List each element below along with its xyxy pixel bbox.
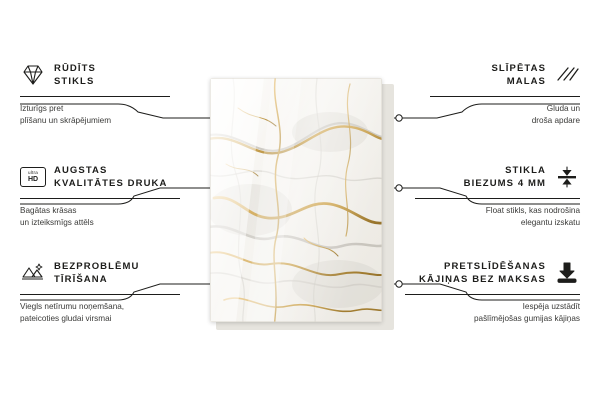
diamond-icon xyxy=(20,62,46,88)
feature-description: Izturīgs pret plīšanu un skrāpējumiem xyxy=(20,104,112,125)
feature-tempered-glass xyxy=(20,60,170,127)
feature-description: Viegls netīrumu noņemšana, pateicoties gludai virsmai xyxy=(20,302,125,323)
divider xyxy=(20,96,170,97)
feature-hd-print xyxy=(20,162,180,229)
feature-title: STIKLA BIEZUMS 4 MM xyxy=(463,165,546,189)
ultra-hd-icon: ultra HD xyxy=(20,167,46,187)
feature-title: AUGSTAS KVALITĀTES DRUKA xyxy=(54,165,168,189)
feature-title: BEZPROBLĒMU TĪRĪŠANA xyxy=(54,261,140,285)
sparkle-cloth-icon xyxy=(20,260,46,286)
feature-title: SLĪPĒTAS MALAS xyxy=(491,63,546,87)
feature-title: RŪDĪTS STIKLS xyxy=(54,63,96,87)
feature-glass-thickness xyxy=(415,162,580,229)
feature-anti-slip-feet xyxy=(405,258,580,325)
feature-title: PRETSLĪDĒŠANAS KĀJIŅAS BEZ MAKSAS xyxy=(419,261,546,285)
divider xyxy=(415,198,580,199)
diagonal-lines-icon xyxy=(554,62,580,88)
feature-description: Float stikls, kas nodrošina elegantu izskatu xyxy=(485,206,580,227)
divider xyxy=(430,96,580,97)
product-image xyxy=(210,78,390,328)
divider xyxy=(405,294,580,295)
feature-description: Gluda un droša apdare xyxy=(531,104,580,125)
feature-easy-clean xyxy=(20,258,180,325)
thickness-arrows-icon xyxy=(554,164,580,190)
rubber-foot-icon xyxy=(554,260,580,286)
feature-polished-edges xyxy=(430,60,580,127)
divider xyxy=(20,294,180,295)
feature-description: Iespēja uzstādīt pašlīmējošas gumijas kājiņas xyxy=(473,302,580,323)
divider xyxy=(20,198,180,199)
marble-glass-board xyxy=(210,78,382,322)
feature-description: Bagātas krāsas un izteiksmīgs attēls xyxy=(20,206,94,227)
